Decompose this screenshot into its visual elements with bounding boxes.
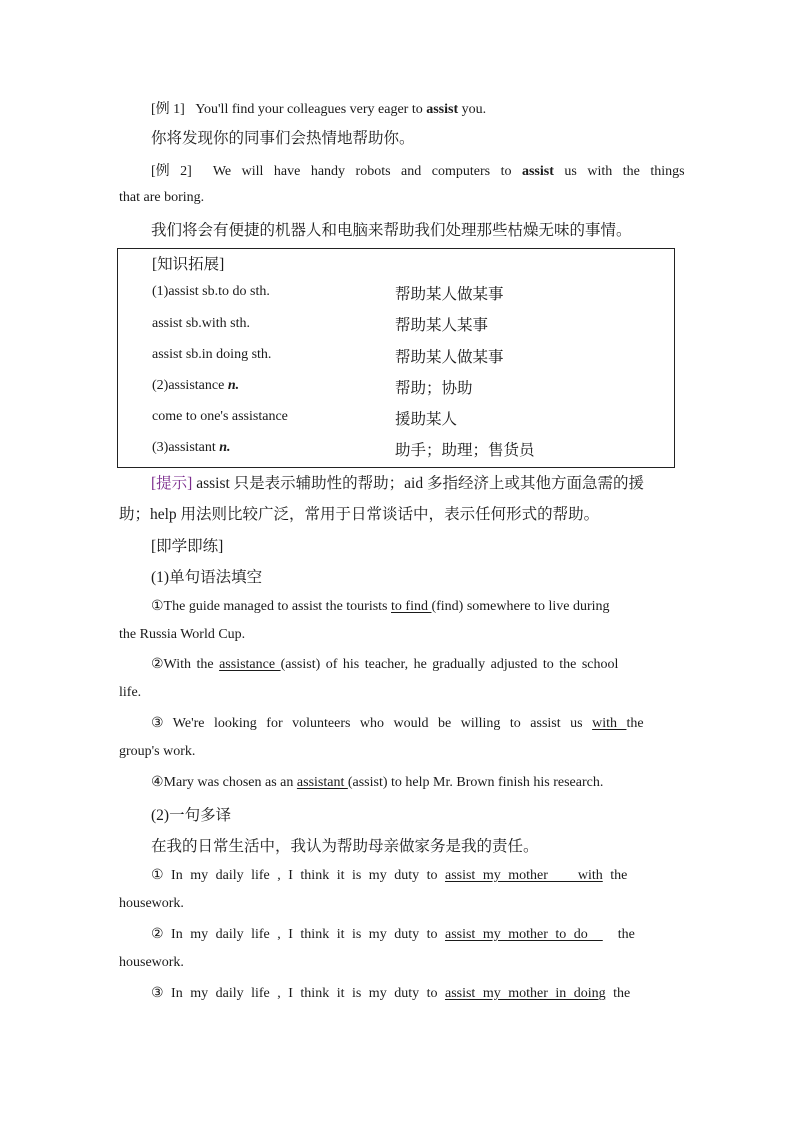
extension-row-5-zh: 援助某人 — [395, 411, 458, 428]
practice-item-2-post: (assist) of his teacher, he gradually adjusted to the school — [280, 657, 619, 672]
practice-item-2 — [151, 656, 618, 673]
practice-item-3-post: the — [626, 716, 644, 731]
extension-row-4-word: (2)assistance — [152, 378, 228, 393]
translation-3-answer: assist my mother in doing — [444, 986, 606, 1001]
extension-row-4-en — [152, 378, 239, 394]
extension-row-1-zh: 帮助某人做某事 — [395, 286, 504, 303]
extension-row-4-pos: n. — [227, 378, 240, 393]
practice-item-1-pre: ①The guide managed to assist the tourists — [151, 599, 392, 614]
translation-3-pre: ③ In my daily life , I think it is my duty to — [151, 986, 445, 1001]
practice-title: [即学即练] — [151, 538, 224, 555]
practice-item-3-pre: ③ We're looking for volunteers who would be willing to assist us — [151, 716, 593, 731]
practice-item-1 — [151, 598, 610, 615]
practice-section-2: (2)一句多译 — [151, 807, 232, 824]
tip-label: [提示] — [151, 475, 193, 492]
example-1-translation: 你将发现你的同事们会热情地帮助你。 — [151, 130, 415, 147]
extension-row-3-en: assist sb.in doing sth. — [152, 347, 272, 362]
translation-2-pre: ② In my daily life , I think it is my duty to — [151, 927, 445, 942]
practice-item-1-line2: the Russia World Cup. — [119, 627, 246, 642]
translation-1-answer: assist my mother with — [444, 868, 603, 883]
extension-row-5-en: come to one's assistance — [152, 409, 288, 424]
example-1-label: [例 1] — [151, 102, 185, 117]
translation-3 — [151, 985, 630, 1002]
example-2-text-after: us with the things — [553, 164, 685, 179]
tip-text-1: assist 只是表示辅助性的帮助；aid 多指经济上或其他方面急需的援 — [192, 475, 644, 492]
practice-item-4-pre: ④Mary was chosen as an — [151, 775, 297, 790]
extension-row-2-en: assist sb.with sth. — [152, 316, 251, 331]
translation-2-line2: housework. — [119, 955, 184, 970]
practice-item-4 — [151, 774, 603, 791]
extension-row-4-zh: 帮助；协助 — [395, 380, 473, 397]
extension-row-6-en — [152, 440, 231, 456]
example-2 — [151, 160, 685, 180]
translation-1 — [151, 867, 627, 884]
extension-row-6-pos: n. — [219, 440, 231, 455]
practice-item-1-post: (find) somewhere to live during — [431, 599, 610, 614]
translation-2-post: the — [602, 927, 635, 942]
practice-item-3-answer: with — [592, 716, 627, 731]
extension-row-6-word: (3)assistant — [152, 440, 220, 455]
extension-row-2-zh: 帮助某人某事 — [395, 317, 489, 334]
tip-line-2: 助；help 用法则比较广泛，常用于日常谈话中，表示任何形式的帮助。 — [119, 506, 600, 523]
example-2-keyword: assist — [521, 164, 554, 179]
practice-section-1: (1)单句语法填空 — [151, 569, 263, 586]
translation-1-pre: ① In my daily life , I think it is my duty to — [151, 868, 445, 883]
translation-2-answer: assist my mother to do — [444, 927, 603, 942]
extension-title: [知识拓展] — [152, 256, 225, 273]
translation-3-post: the — [605, 986, 631, 1001]
practice-item-3-line2: group's work. — [119, 744, 196, 759]
practice-item-4-answer: assistant — [296, 775, 348, 790]
practice-item-2-answer: assistance — [219, 657, 281, 672]
translation-1-post: the — [602, 868, 628, 883]
practice-item-3 — [151, 715, 644, 732]
example-1-keyword: assist — [426, 102, 459, 117]
example-1-text-after: you. — [458, 102, 487, 117]
translation-1-line2: housework. — [119, 896, 184, 911]
practice-item-1-answer: to find — [391, 599, 432, 614]
example-2-text-before: We will have handy robots and computers to — [212, 164, 522, 179]
example-1-text-before: You'll find your colleagues very eager to — [195, 102, 427, 117]
extension-row-6-zh: 助手；助理；售货员 — [395, 442, 535, 459]
extension-row-1-en: (1)assist sb.to do sth. — [152, 284, 270, 299]
practice-sentence: 在我的日常生活中，我认为帮助母亲做家务是我的责任。 — [151, 838, 539, 855]
example-1 — [151, 98, 486, 118]
extension-row-3-zh: 帮助某人做某事 — [395, 349, 504, 366]
example-2-translation: 我们将会有便捷的机器人和电脑来帮助我们处理那些枯燥无味的事情。 — [151, 222, 632, 239]
example-2-line2: that are boring. — [119, 190, 205, 205]
practice-item-2-line2: life. — [119, 685, 142, 700]
practice-item-4-post: (assist) to help Mr. Brown finish his research. — [347, 775, 604, 790]
translation-2 — [151, 926, 635, 943]
example-2-label: [例 2] — [151, 164, 192, 179]
practice-item-2-pre: ②With the — [151, 657, 220, 672]
tip-line-1 — [151, 471, 644, 493]
